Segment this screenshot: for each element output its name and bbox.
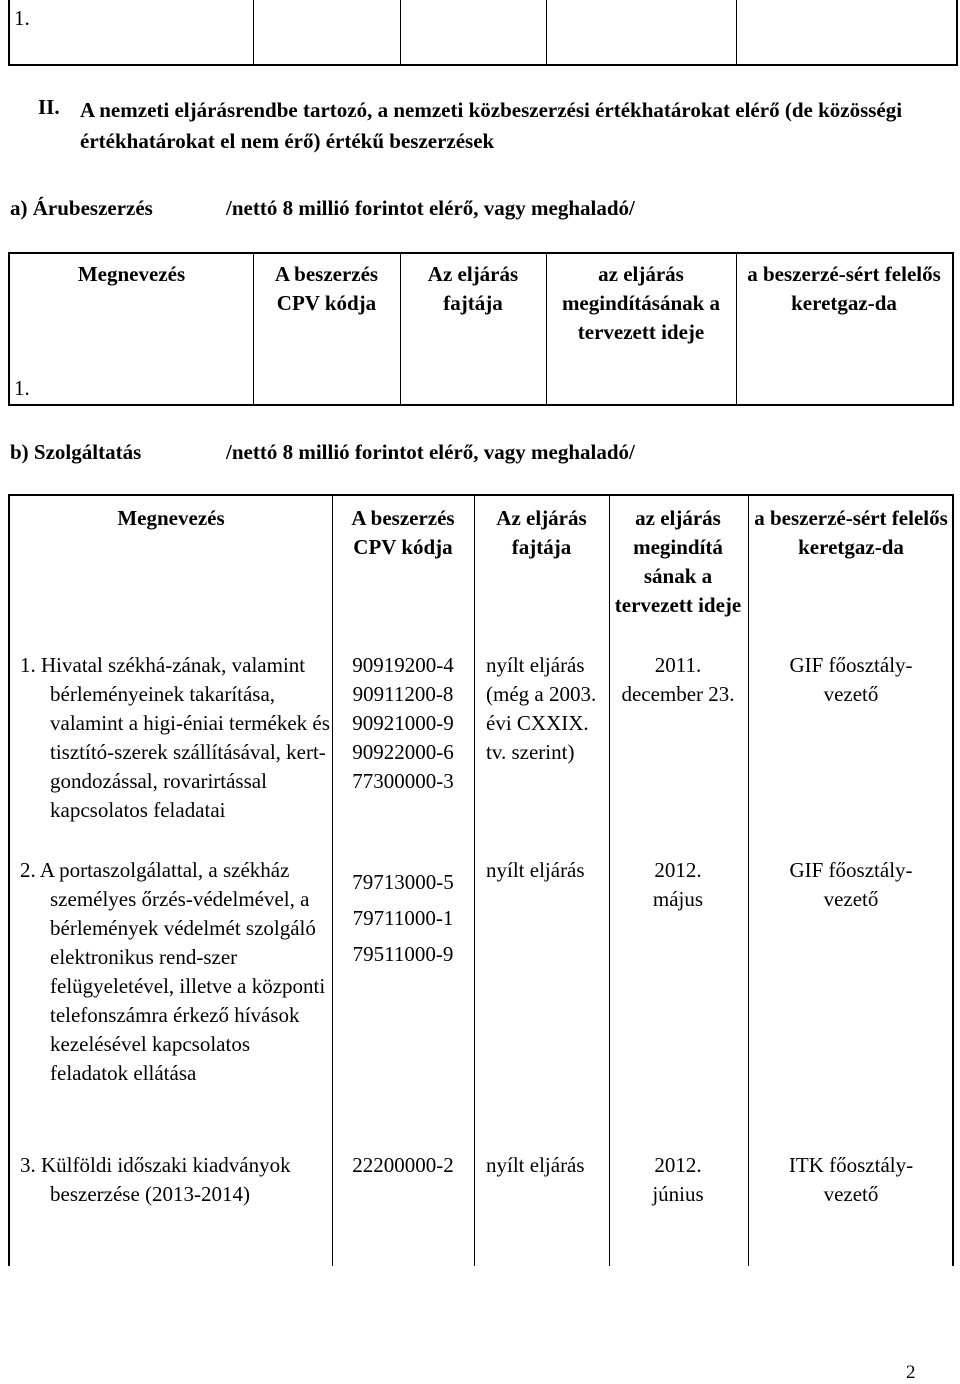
cpv-code: 79713000-5 xyxy=(352,870,454,894)
subsection-label-services: b) Szolgáltatás xyxy=(10,440,142,464)
cpv-code: 90921000-9 xyxy=(352,711,454,735)
cpv-code: 90911200-8 xyxy=(352,682,454,706)
table-divider xyxy=(736,0,737,64)
table-divider xyxy=(748,496,749,1266)
header-cpv: A beszerzés CPV kódja xyxy=(351,506,455,559)
row-1-type: nyílt eljárás (még a 2003. évi CXXIX. tv. szerint) xyxy=(486,653,597,764)
table-divider xyxy=(474,496,475,1266)
cpv-code: 77300000-3 xyxy=(352,769,454,793)
header-cpv: A beszerzés CPV kódja xyxy=(274,262,379,315)
subsection-threshold-note: /nettó 8 millió forintot elérő, vagy meghaladó/ xyxy=(226,196,635,220)
header-type: Az eljárás fajtája xyxy=(427,262,519,315)
cpv-code: 90919200-4 xyxy=(352,653,454,677)
row-2-type: nyílt eljárás xyxy=(486,858,585,882)
row-2-owner: GIF főosztály-vezető xyxy=(789,858,913,911)
table-divider xyxy=(400,0,401,64)
row-1-start: 2011. december 23. xyxy=(621,653,735,706)
row-2-start: 2012. május xyxy=(652,858,704,911)
row-3-cpv xyxy=(332,1151,474,1180)
header-name: Megnevezés xyxy=(77,262,186,286)
row-1-name: 1. Hivatal székhá-zának, valamint bérleményeinek takarítása, valamint a higi-éniai termékek és tisztító-szerek szállításával, kert-gondozással, rovarirtással kapcsolatos feladatai xyxy=(20,653,330,822)
cpv-code: 79711000-1 xyxy=(352,906,454,930)
section-title: A nemzeti eljárásrendbe tartozó, a nemzeti közbeszerzési értékhatárokat elérő (de közösségi értékhatárokat el nem érő) értékű beszerzések xyxy=(80,98,903,153)
row-1-cpv xyxy=(332,651,474,796)
section-number: II. xyxy=(38,95,60,119)
previous-table-fragment xyxy=(8,0,958,66)
header-start: az eljárás megindítá sának a tervezett ideje xyxy=(614,506,742,617)
cpv-code: 90922000-6 xyxy=(352,740,454,764)
row-number: 1. xyxy=(14,6,30,30)
table-divider xyxy=(546,0,547,64)
table-divider xyxy=(253,0,254,64)
row-3-type: nyílt eljárás xyxy=(486,1153,585,1177)
subsection-label-goods: a) Árubeszerzés xyxy=(10,196,153,220)
cpv-code: 79511000-9 xyxy=(352,942,454,966)
header-owner: a beszerzé-sért felelős keretgaz-da xyxy=(754,506,948,559)
row-number: 1. xyxy=(14,376,30,400)
header-owner: a beszerzé-sért felelős keretgaz-da xyxy=(747,262,941,315)
row-3-name: 3. Külföldi időszaki kiadványok beszerzése (2013-2014) xyxy=(20,1153,291,1206)
row-1-owner: GIF főosztály-vezető xyxy=(789,653,913,706)
row-3-start: 2012. június xyxy=(652,1153,704,1206)
services-procurement-table xyxy=(8,494,954,1266)
goods-procurement-table xyxy=(8,252,954,406)
subsection-threshold-note: /nettó 8 millió forintot elérő, vagy meghaladó/ xyxy=(226,440,635,464)
table-divider xyxy=(609,496,610,1266)
row-2-name: 2. A portaszolgálattal, a székház személyes őrzés-védelmével, a bérlemények védelmét szolgáló elektronikus rend-szer felügyeletével, illetve a központi telefonszámra érkező hívások kezelésével kapcsolatos feladatok ellátása xyxy=(20,858,326,1085)
cpv-code: 22200000-2 xyxy=(352,1153,454,1177)
row-3-owner: ITK főosztály-vezető xyxy=(788,1153,914,1206)
row-2-cpv xyxy=(332,864,474,972)
header-name: Megnevezés xyxy=(117,506,225,530)
header-type: Az eljárás fajtája xyxy=(496,506,587,559)
header-start: az eljárás megindításának a tervezett ideje xyxy=(561,262,721,344)
page-number: 2 xyxy=(906,1362,916,1383)
